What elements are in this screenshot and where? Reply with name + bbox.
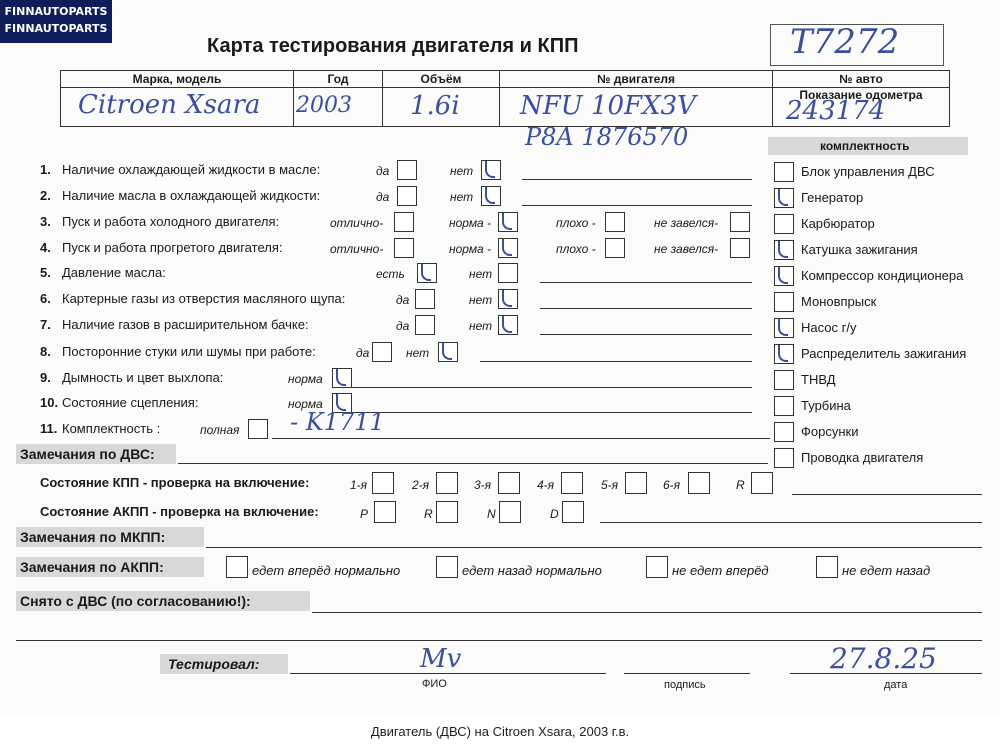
completeness-checkbox[interactable] xyxy=(774,396,794,416)
completeness-item-label: Катушка зажигания xyxy=(801,242,918,257)
remarks-engine-label: Замечания по ДВС: xyxy=(20,446,155,462)
logo-line-1: FINNAUTOPARTS xyxy=(4,5,108,18)
kpp-line xyxy=(792,494,982,495)
question-option-checkbox[interactable] xyxy=(394,238,414,258)
question-option-label: полная xyxy=(200,423,240,437)
date-value: 27.8.25 xyxy=(830,642,937,675)
kpp-gear-label: 4-я xyxy=(537,478,555,492)
kpp-gear-checkbox[interactable] xyxy=(372,472,394,494)
akpp-gear-label: D xyxy=(550,507,559,521)
engine-no-value-2: P8A 1876570 xyxy=(525,123,689,151)
question-text: Дымность и цвет выхлопа: xyxy=(62,370,224,385)
question-text: Давление масла: xyxy=(62,265,166,280)
year-value: 2003 xyxy=(296,93,352,118)
akpp-option-label: не едет назад xyxy=(842,563,931,578)
completeness-checkbox[interactable] xyxy=(774,422,794,442)
question-number: 1. xyxy=(40,162,51,177)
question-option-checkbox[interactable] xyxy=(481,186,501,206)
question-line xyxy=(352,412,752,413)
kpp-gear-checkbox[interactable] xyxy=(498,472,520,494)
question-option-label: нет xyxy=(450,190,474,204)
question-option-checkbox[interactable] xyxy=(730,212,750,232)
question-option-label: да xyxy=(376,190,390,204)
completeness-item-label: Компрессор кондиционера xyxy=(801,268,964,283)
completeness-item-label: Карбюратор xyxy=(801,216,875,231)
kpp-gear-label: R xyxy=(736,478,745,492)
kpp-gear-checkbox[interactable] xyxy=(688,472,710,494)
akpp-gear-checkbox[interactable] xyxy=(499,501,521,523)
akpp-gear-checkbox[interactable] xyxy=(374,501,396,523)
question-option-checkbox[interactable] xyxy=(415,289,435,309)
question-option-label: норма - xyxy=(449,242,492,256)
akpp-state-label: Состояние АКПП - проверка на включение: xyxy=(40,504,319,519)
question-line xyxy=(272,438,770,439)
question-text: Наличие газов в расширительном бачке: xyxy=(62,317,309,332)
question-option-checkbox[interactable] xyxy=(372,342,392,362)
odometer-label: Показание одометра xyxy=(773,88,950,127)
akpp-option-label: не едет вперёд xyxy=(672,563,769,578)
question-number: 2. xyxy=(40,188,51,203)
signature-line xyxy=(624,673,750,674)
signature-label: подпись xyxy=(664,679,706,691)
akpp-option-label: едет вперёд нормально xyxy=(252,563,401,578)
kpp-gear-label: 3-я xyxy=(474,478,492,492)
question-number: 10. xyxy=(40,395,59,410)
completeness-checkbox[interactable] xyxy=(774,266,794,286)
question-number: 8. xyxy=(40,344,51,359)
akpp-gear-checkbox[interactable] xyxy=(562,501,584,523)
q11-note: - K1711 xyxy=(290,408,385,436)
akpp-gear-label: R xyxy=(424,507,433,521)
brand-label: Марка, модель xyxy=(61,71,294,88)
question-option-label: норма xyxy=(288,372,323,386)
completeness-item-label: Насос г/у xyxy=(801,320,857,335)
question-option-checkbox[interactable] xyxy=(605,212,625,232)
question-option-checkbox[interactable] xyxy=(498,263,518,283)
question-option-checkbox[interactable] xyxy=(498,212,518,232)
akpp-option-checkbox[interactable] xyxy=(816,556,838,578)
question-option-checkbox[interactable] xyxy=(498,238,518,258)
question-option-label: отлично- xyxy=(330,216,384,230)
engine-no-value: NFU 10FX3V xyxy=(520,91,696,121)
question-number: 3. xyxy=(40,214,51,229)
question-number: 5. xyxy=(40,265,51,280)
akpp-gear-label: N xyxy=(487,507,496,521)
question-text: Картерные газы из отверстия масляного щупа: xyxy=(62,291,346,306)
question-option-checkbox[interactable] xyxy=(394,212,414,232)
car-no-label: № авто xyxy=(773,71,950,88)
question-text: Пуск и работа холодного двигателя: xyxy=(62,214,280,229)
akpp-option-checkbox[interactable] xyxy=(646,556,668,578)
completeness-item-label: Блок управления ДВС xyxy=(801,164,935,179)
question-text: Состояние сцепления: xyxy=(62,395,199,410)
form-title: Карта тестирования двигателя и КПП xyxy=(207,35,579,57)
question-text: Посторонние стуки или шумы при работе: xyxy=(62,344,316,359)
removed-line-2 xyxy=(16,640,982,641)
completeness-checkbox[interactable] xyxy=(774,188,794,208)
completeness-checkbox[interactable] xyxy=(774,292,794,312)
question-text: Наличие охлаждающей жидкости в масле: xyxy=(62,162,321,177)
question-option-label: плохо - xyxy=(556,242,596,256)
akpp-line xyxy=(600,522,982,523)
removed-line-1 xyxy=(312,612,982,613)
question-text: Наличие масла в охлаждающей жидкости: xyxy=(62,188,321,203)
question-line xyxy=(352,387,752,388)
question-option-label: нет xyxy=(469,293,493,307)
question-option-label: нет xyxy=(469,267,493,281)
question-text: Пуск и работа прогретого двигателя: xyxy=(62,240,283,255)
question-line xyxy=(480,361,752,362)
question-option-label: не завелся- xyxy=(654,216,719,230)
kpp-gear-label: 6-я xyxy=(663,478,681,492)
odometer-value: 243174 xyxy=(786,96,886,126)
engine-no-label: № двигателя xyxy=(500,71,773,88)
question-option-label: норма - xyxy=(449,216,492,230)
question-option-label: не завелся- xyxy=(654,242,719,256)
question-option-label: нет xyxy=(450,164,474,178)
question-option-checkbox[interactable] xyxy=(248,419,268,439)
kpp-state-label: Состояние КПП - проверка на включение: xyxy=(40,475,310,490)
volume-value: 1.6i xyxy=(410,91,460,121)
completeness-item-label: Проводка двигателя xyxy=(801,450,924,465)
question-line xyxy=(540,308,752,309)
question-option-label: да xyxy=(396,293,410,307)
tested-by-label: Тестировал: xyxy=(168,656,260,672)
kpp-gear-checkbox[interactable] xyxy=(561,472,583,494)
photo-caption: Двигатель (ДВС) на Citroen Xsara, 2003 г.в. xyxy=(370,724,630,739)
question-text: Комплектность : xyxy=(62,421,161,436)
remarks-mkpp-label: Замечания по МКПП: xyxy=(20,529,166,545)
completeness-title: комплектность xyxy=(820,139,910,153)
fio-value: Mv xyxy=(420,644,462,674)
completeness-checkbox[interactable] xyxy=(774,162,794,182)
completeness-item-label: Турбина xyxy=(801,398,851,413)
remarks-akpp-label: Замечания по АКПП: xyxy=(20,559,164,575)
question-option-checkbox[interactable] xyxy=(498,315,518,335)
question-option-label: норма xyxy=(288,397,323,411)
kpp-gear-label: 5-я xyxy=(601,478,619,492)
question-number: 7. xyxy=(40,317,51,332)
kpp-gear-checkbox[interactable] xyxy=(436,472,458,494)
completeness-checkbox[interactable] xyxy=(774,240,794,260)
completeness-item-label: Моновпрыск xyxy=(801,294,877,309)
question-number: 9. xyxy=(40,370,51,385)
completeness-checkbox[interactable] xyxy=(774,214,794,234)
question-option-checkbox[interactable] xyxy=(415,315,435,335)
completeness-checkbox[interactable] xyxy=(774,344,794,364)
question-line xyxy=(540,282,752,283)
car-no-value: T7272 xyxy=(790,22,900,62)
question-option-checkbox[interactable] xyxy=(481,160,501,180)
completeness-checkbox[interactable] xyxy=(774,448,794,468)
question-number: 11. xyxy=(40,421,58,436)
removed-label: Снято с ДВС (по согласованию!): xyxy=(20,593,251,609)
kpp-gear-label: 2-я xyxy=(412,478,430,492)
question-option-checkbox[interactable] xyxy=(397,186,417,206)
question-option-label: отлично- xyxy=(330,242,384,256)
akpp-gear-label: P xyxy=(360,507,369,521)
akpp-gear-checkbox[interactable] xyxy=(436,501,458,523)
question-option-checkbox[interactable] xyxy=(417,263,437,283)
completeness-checkbox[interactable] xyxy=(774,318,794,338)
volume-label: Объём xyxy=(383,71,500,88)
completeness-checkbox[interactable] xyxy=(774,370,794,390)
question-option-checkbox[interactable] xyxy=(438,342,458,362)
question-line xyxy=(522,205,752,206)
completeness-item-label: Генератор xyxy=(801,190,864,205)
completeness-item-label: Форсунки xyxy=(801,424,859,439)
question-option-checkbox[interactable] xyxy=(605,238,625,258)
completeness-item-label: Распределитель зажигания xyxy=(801,346,967,361)
kpp-gear-label: 1-я xyxy=(350,478,368,492)
brand-value: Citroen Xsara xyxy=(78,90,261,120)
question-option-label: нет xyxy=(469,319,493,333)
remarks-mkpp-line xyxy=(206,547,982,548)
question-option-label: да xyxy=(396,319,410,333)
year-label: Год xyxy=(294,71,383,88)
kpp-gear-checkbox[interactable] xyxy=(751,472,773,494)
fio-label: ФИО xyxy=(422,678,447,690)
question-option-checkbox[interactable] xyxy=(730,238,750,258)
question-option-label: нет xyxy=(406,346,430,360)
question-line xyxy=(540,334,752,335)
date-label: дата xyxy=(884,679,908,691)
question-option-label: да xyxy=(376,164,390,178)
kpp-gear-checkbox[interactable] xyxy=(625,472,647,494)
finnautoparts-logo xyxy=(0,0,112,43)
akpp-option-label: едет назад нормально xyxy=(462,563,602,578)
logo-line-2: FINNAUTOPARTS xyxy=(4,22,108,35)
question-option-label: плохо - xyxy=(556,216,596,230)
question-line xyxy=(522,179,752,180)
question-option-label: есть xyxy=(376,267,405,281)
completeness-item-label: ТНВД xyxy=(801,372,836,387)
question-number: 4. xyxy=(40,240,51,255)
akpp-option-checkbox[interactable] xyxy=(436,556,458,578)
question-option-checkbox[interactable] xyxy=(397,160,417,180)
question-option-checkbox[interactable] xyxy=(332,368,352,388)
question-option-label: да xyxy=(356,346,370,360)
akpp-option-checkbox[interactable] xyxy=(226,556,248,578)
remarks-engine-line xyxy=(178,463,768,464)
question-number: 6. xyxy=(40,291,51,306)
question-option-checkbox[interactable] xyxy=(498,289,518,309)
